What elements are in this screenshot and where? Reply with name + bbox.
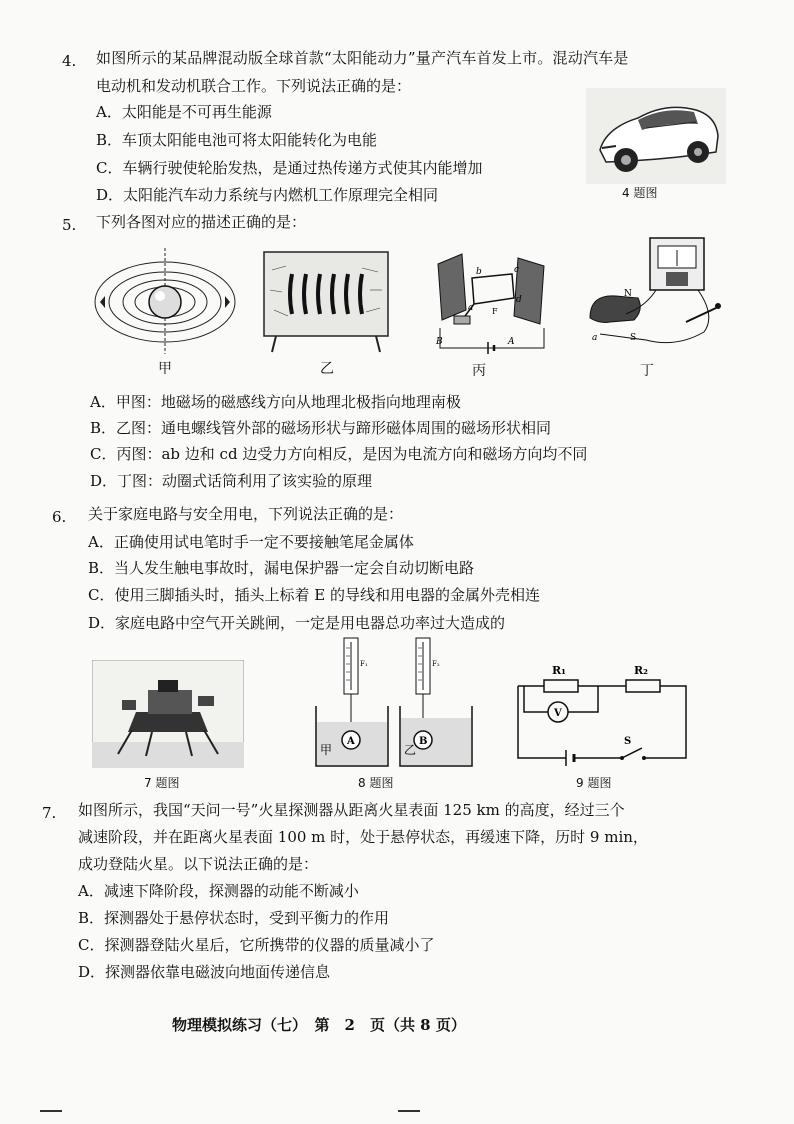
q5-stem: 下列各图对应的描述正确的是：: [96, 213, 307, 231]
q7-option-b: B．探测器处于悬停状态时，受到平衡力的作用: [78, 909, 390, 927]
q7-caption: 7 题图: [144, 776, 180, 790]
q6-stem: 关于家庭电路与安全用电，下列说法正确的是：: [88, 505, 404, 523]
q5-option-c: C．丙图：ab 边和 cd 边受力方向相反，是因为电流方向和磁场方向均不同: [90, 445, 588, 463]
q7-lander-figure: [92, 660, 244, 768]
q7-stem-line1: 如图所示，我国“天问一号”火星探测器从距离火星表面 125 km 的高度，经过三个: [78, 801, 625, 819]
bottom-left-mark: [40, 1110, 62, 1112]
q5-option-d: D．丁图：动圈式话筒利用了该实验的原理: [90, 472, 373, 490]
q4-caption: 4 题图: [622, 186, 658, 200]
q8-label-yi: 乙: [404, 743, 417, 757]
q9-label-r1: R₁: [552, 664, 566, 677]
q4-number: 4.: [62, 52, 77, 70]
q7-option-a: A．减速下降阶段，探测器的动能不断减小: [78, 882, 359, 900]
q5-fig-label-yi: 乙: [320, 361, 334, 377]
q9-label-r2: R₂: [634, 664, 648, 677]
q9-caption: 9 题图: [576, 776, 612, 790]
q6-option-a: A．正确使用试电笔时手一定不要接触笔尾金属体: [88, 533, 414, 551]
q8-label-f1: F₁: [360, 660, 368, 668]
q5-motor-letter-b: b: [476, 267, 482, 277]
q6-option-b: B．当人发生触电事故时，漏电保护器一定会自动切断电路: [88, 559, 475, 577]
q6-option-d: D．家庭电路中空气开关跳闸，一定是用电器总功率过大造成的: [88, 614, 506, 632]
q8-ball-a: A: [347, 736, 355, 747]
q7-option-c: C．探测器登陆火星后，它所携带的仪器的质量减小了: [78, 936, 435, 954]
q4-option-a: A．太阳能是不可再生能源: [96, 103, 272, 121]
q5-motor-letter-f: F: [492, 307, 498, 316]
bottom-center-mark: [398, 1110, 420, 1112]
q9-circuit-figure: [514, 660, 690, 770]
q7-stem-line3: 成功登陆火星。以下说法正确的是：: [78, 855, 319, 873]
q5-fig-solenoid: [262, 250, 392, 354]
q5-fig-galvanometer: [586, 236, 736, 360]
q4-stem-line2: 电动机和发动机联合工作。下列说法正确的是：: [96, 77, 412, 95]
q7-stem-line2: 减速阶段，并在距离火星表面 100 m 时，处于悬停状态，再缓速下降，历时 9 min，: [78, 828, 648, 846]
q8-ball-b: B: [419, 736, 428, 747]
q4-stem-line1: 如图所示的某品牌混动版全球首款“太阳能动力”量产汽车首发上市。混动汽车是: [96, 49, 629, 67]
q5-option-b: B．乙图：通电螺线管外部的磁场形状与蹄形磁体周围的磁场形状相同: [90, 419, 552, 437]
q5-galv-letter-a: a: [592, 333, 598, 343]
q8-label-f2: F₂: [432, 660, 440, 668]
q5-motor-letter-a: a: [468, 303, 474, 313]
q5-option-a: A．甲图：地磁场的磁感线方向从地理北极指向地理南极: [90, 393, 461, 411]
q5-fig-earth-field: [90, 246, 240, 356]
q5-motor-letter-a2: A: [508, 337, 515, 347]
q5-fig-motor: [432, 248, 552, 356]
q5-fig-label-bing: 丙: [472, 363, 486, 379]
q7-number: 7.: [42, 804, 57, 822]
q8-label-jia: 甲: [320, 743, 333, 757]
q8-buoyancy-figure: [310, 636, 482, 770]
q5-motor-letter-d: d: [516, 295, 522, 305]
q4-car-figure: [586, 88, 726, 184]
q9-voltmeter-label: V: [554, 708, 562, 719]
q4-option-c: C．车辆行驶使轮胎发热，是通过热传递方式使其内能增加: [96, 159, 483, 177]
q5-fig-label-ding: 丁: [640, 363, 654, 379]
q5-galv-letter-s: S: [630, 333, 637, 343]
q5-galv-letter-n: N: [624, 289, 632, 299]
q7-option-d: D．探测器依靠电磁波向地面传递信息: [78, 963, 331, 981]
q5-number: 5.: [62, 216, 77, 234]
q6-number: 6.: [52, 508, 67, 526]
q4-option-b: B．车顶太阳能电池可将太阳能转化为电能: [96, 131, 378, 149]
q8-caption: 8 题图: [358, 776, 394, 790]
q5-motor-letter-c: c: [514, 265, 520, 275]
q4-option-d: D．太阳能汽车动力系统与内燃机工作原理完全相同: [96, 186, 439, 204]
q5-motor-letter-b2: B: [436, 337, 443, 347]
q5-fig-label-jia: 甲: [158, 361, 172, 377]
q6-option-c: C．使用三脚插头时，插头上标着 E 的导线和用电器的金属外壳相连: [88, 586, 540, 604]
q9-switch-label: S: [624, 736, 632, 747]
page-footer: 物理模拟练习（七） 第 2 页（共 8 页）: [172, 1016, 466, 1034]
